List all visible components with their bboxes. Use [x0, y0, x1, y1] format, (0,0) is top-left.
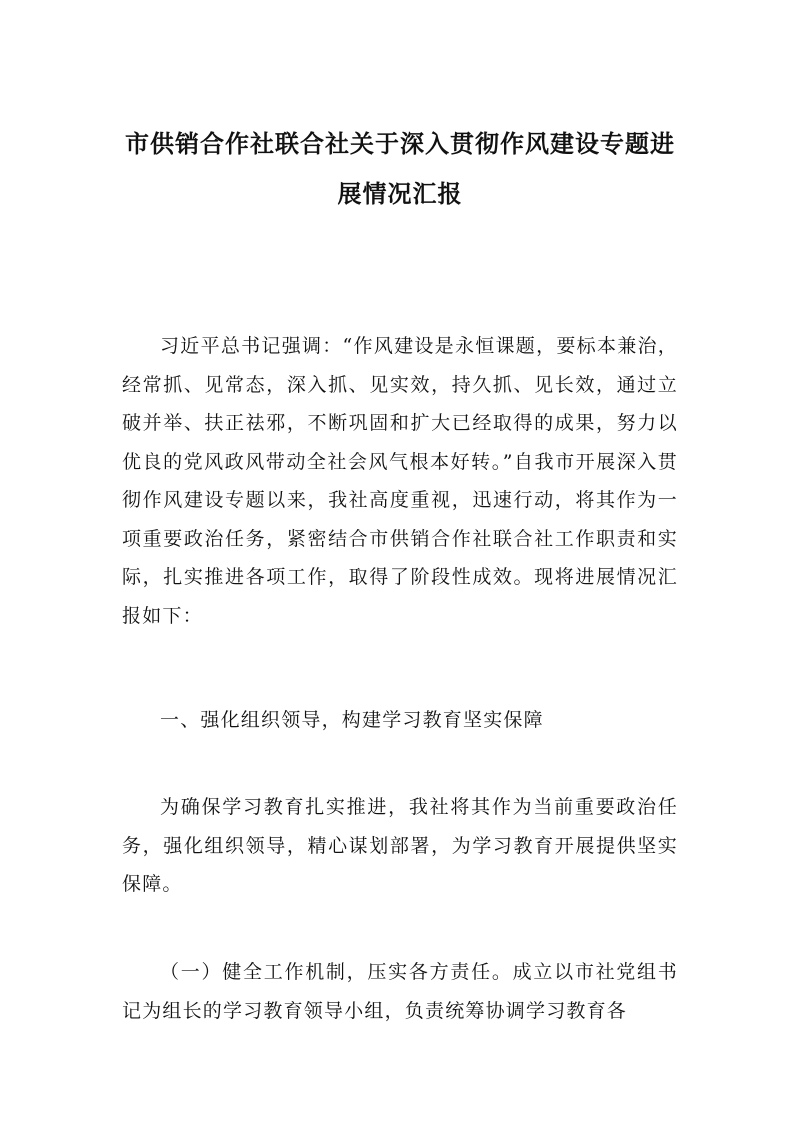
section-1-heading: 一、强化组织领导，构建学习教育坚实保障: [160, 709, 544, 731]
section-1-paragraph: 为确保学习教育扎实推进，我社将其作为当前重要政治任务，强化组织领导，精心谋划部署，为学习教育开展提供坚实保障。: [122, 796, 678, 895]
document-title-line-2: 展情况汇报: [337, 179, 463, 208]
subsection-1-paragraph: （一）健全工作机制，压实各方责任。成立以市社党组书记为组长的学习教育领导小组，负责统筹协调学习教育各: [122, 961, 678, 1022]
intro-paragraph: 习近平总书记强调：“作风建设是永恒课题，要标本兼治，经常抓、见常态，深入抓、见实效，持久抓、见长效，通过立破并举、扶正祛邪，不断巩固和扩大已经取得的成果，努力以优良的党风政风带动全社会风气根本好转。”自我市开展深入贯彻作风建设专题以来，我社高度重视，迅速行动，将其作为一项重要政治任务，紧密结合市供销合作社联合社工作职责和实际，扎实推进各项工作，取得了阶段性成效。现将进展情况汇报如下：: [122, 335, 678, 627]
document-title-line-1: 市供销合作社联合社关于深入贯彻作风建设专题进: [125, 129, 675, 158]
